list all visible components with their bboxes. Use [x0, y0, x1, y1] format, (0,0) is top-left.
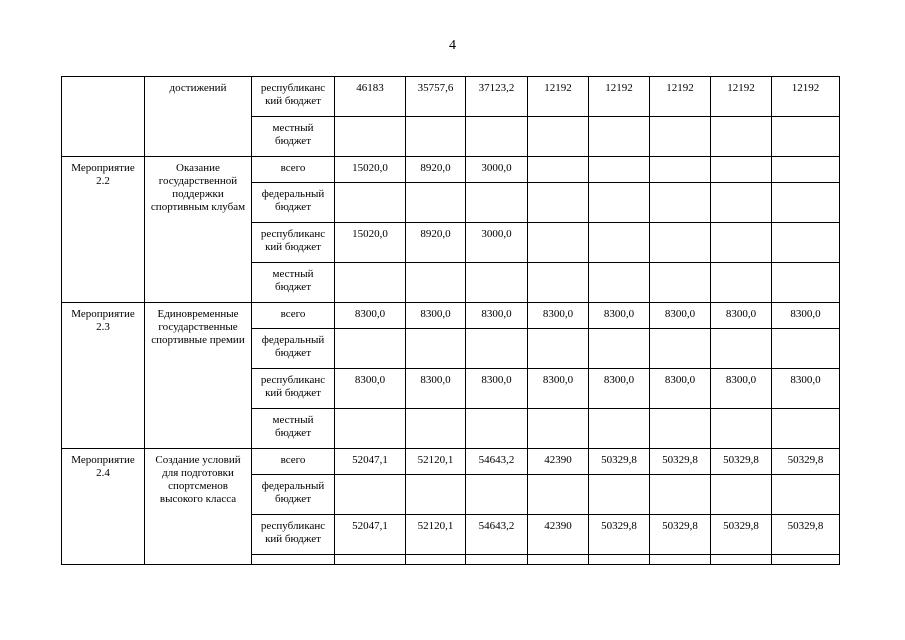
value-cell: 8300,0 [406, 369, 466, 409]
measure-name-cell: Мероприятие 2.2 [62, 157, 145, 303]
value-cell [772, 263, 840, 303]
value-cell [406, 475, 466, 515]
value-cell: 8920,0 [406, 157, 466, 183]
value-cell: 50329,8 [650, 449, 711, 475]
value-cell [466, 409, 528, 449]
value-cell: 8300,0 [466, 303, 528, 329]
value-cell [650, 223, 711, 263]
value-cell: 8300,0 [528, 369, 589, 409]
value-cell [528, 475, 589, 515]
value-cell: 8300,0 [335, 369, 406, 409]
value-cell [335, 555, 406, 565]
value-cell: 8300,0 [589, 303, 650, 329]
value-cell: 37123,2 [466, 77, 528, 117]
value-cell: 54643,2 [466, 515, 528, 555]
value-cell: 12192 [589, 77, 650, 117]
value-cell: 3000,0 [466, 157, 528, 183]
funding-source-cell: всего [252, 303, 335, 329]
value-cell: 12192 [528, 77, 589, 117]
value-cell [406, 263, 466, 303]
value-cell: 8300,0 [335, 303, 406, 329]
value-cell [650, 263, 711, 303]
funding-source-cell: республиканс кий бюджет [252, 77, 335, 117]
value-cell [711, 117, 772, 157]
value-cell: 52047,1 [335, 515, 406, 555]
value-cell [772, 409, 840, 449]
value-cell: 50329,8 [589, 449, 650, 475]
value-cell [406, 117, 466, 157]
value-cell [589, 555, 650, 565]
page-number: 4 [449, 38, 456, 53]
value-cell [335, 475, 406, 515]
value-cell: 50329,8 [772, 515, 840, 555]
measure-name-cell: Мероприятие 2.4 [62, 449, 145, 565]
funding-source-cell: республиканс кий бюджет [252, 515, 335, 555]
table-row [62, 77, 840, 117]
value-cell: 46183 [335, 77, 406, 117]
value-cell [466, 329, 528, 369]
funding-source-cell: всего [252, 157, 335, 183]
value-cell [589, 157, 650, 183]
funding-source-cell: местный бюджет [252, 263, 335, 303]
value-cell [711, 555, 772, 565]
value-cell [335, 263, 406, 303]
value-cell [711, 157, 772, 183]
value-cell [528, 223, 589, 263]
value-cell: 8300,0 [528, 303, 589, 329]
value-cell: 50329,8 [589, 515, 650, 555]
value-cell [406, 555, 466, 565]
value-cell [650, 329, 711, 369]
value-cell: 8300,0 [772, 369, 840, 409]
measure-description-cell: Оказание государственной поддержки спортивным клубам [145, 157, 252, 303]
value-cell [589, 223, 650, 263]
value-cell [650, 409, 711, 449]
value-cell: 12192 [772, 77, 840, 117]
value-cell: 42390 [528, 449, 589, 475]
value-cell: 12192 [711, 77, 772, 117]
value-cell [711, 409, 772, 449]
value-cell [528, 555, 589, 565]
table-row [62, 449, 840, 475]
value-cell: 52047,1 [335, 449, 406, 475]
table-row [62, 303, 840, 329]
value-cell [589, 409, 650, 449]
measure-description-cell: достижений [145, 77, 252, 157]
value-cell [650, 475, 711, 515]
value-cell [711, 329, 772, 369]
value-cell: 54643,2 [466, 449, 528, 475]
value-cell [711, 223, 772, 263]
value-cell [335, 409, 406, 449]
value-cell: 8300,0 [406, 303, 466, 329]
value-cell: 3000,0 [466, 223, 528, 263]
value-cell [528, 329, 589, 369]
value-cell: 50329,8 [711, 515, 772, 555]
value-cell [650, 117, 711, 157]
value-cell [528, 263, 589, 303]
value-cell [772, 329, 840, 369]
value-cell [589, 475, 650, 515]
value-cell [650, 157, 711, 183]
funding-source-cell: республиканс кий бюджет [252, 223, 335, 263]
value-cell [650, 183, 711, 223]
value-cell [650, 555, 711, 565]
measure-description-cell: Единовременные государственные спортивные премии [145, 303, 252, 449]
value-cell: 50329,8 [711, 449, 772, 475]
value-cell: 35757,6 [406, 77, 466, 117]
value-cell [466, 263, 528, 303]
value-cell [466, 183, 528, 223]
value-cell: 8300,0 [711, 369, 772, 409]
value-cell [466, 117, 528, 157]
funding-source-cell: местный бюджет [252, 409, 335, 449]
value-cell [528, 409, 589, 449]
measure-name-cell: Мероприятие 2.3 [62, 303, 145, 449]
value-cell [772, 157, 840, 183]
value-cell [772, 475, 840, 515]
value-cell [711, 475, 772, 515]
value-cell: 8920,0 [406, 223, 466, 263]
value-cell [335, 329, 406, 369]
value-cell [772, 555, 840, 565]
value-cell: 8300,0 [772, 303, 840, 329]
value-cell [772, 117, 840, 157]
value-cell: 8300,0 [466, 369, 528, 409]
funding-source-cell: федеральный бюджет [252, 475, 335, 515]
funding-source-cell: местный бюджет [252, 117, 335, 157]
value-cell: 8300,0 [589, 369, 650, 409]
value-cell [335, 183, 406, 223]
value-cell [711, 263, 772, 303]
value-cell: 8300,0 [650, 303, 711, 329]
value-cell [772, 223, 840, 263]
funding-source-cell: федеральный бюджет [252, 329, 335, 369]
value-cell [335, 117, 406, 157]
value-cell [711, 183, 772, 223]
value-cell: 12192 [650, 77, 711, 117]
value-cell: 52120,1 [406, 515, 466, 555]
value-cell: 8300,0 [650, 369, 711, 409]
funding-source-cell: федеральный бюджет [252, 183, 335, 223]
funding-source-cell: республиканс кий бюджет [252, 369, 335, 409]
table-row [62, 157, 840, 183]
value-cell [528, 157, 589, 183]
value-cell [589, 183, 650, 223]
value-cell [772, 183, 840, 223]
measure-description-cell: Создание условий для подготовки спортсменов высокого класса [145, 449, 252, 565]
value-cell: 50329,8 [772, 449, 840, 475]
value-cell [589, 263, 650, 303]
funding-source-cell: всего [252, 449, 335, 475]
value-cell [528, 117, 589, 157]
value-cell [466, 555, 528, 565]
measure-name-cell [62, 77, 145, 157]
value-cell [589, 329, 650, 369]
value-cell [406, 183, 466, 223]
budget-table [61, 76, 840, 565]
funding-source-cell [252, 555, 335, 565]
value-cell [528, 183, 589, 223]
value-cell [466, 475, 528, 515]
value-cell [589, 117, 650, 157]
value-cell [406, 409, 466, 449]
value-cell: 52120,1 [406, 449, 466, 475]
value-cell: 42390 [528, 515, 589, 555]
value-cell: 15020,0 [335, 223, 406, 263]
value-cell: 8300,0 [711, 303, 772, 329]
value-cell [406, 329, 466, 369]
value-cell: 15020,0 [335, 157, 406, 183]
value-cell: 50329,8 [650, 515, 711, 555]
